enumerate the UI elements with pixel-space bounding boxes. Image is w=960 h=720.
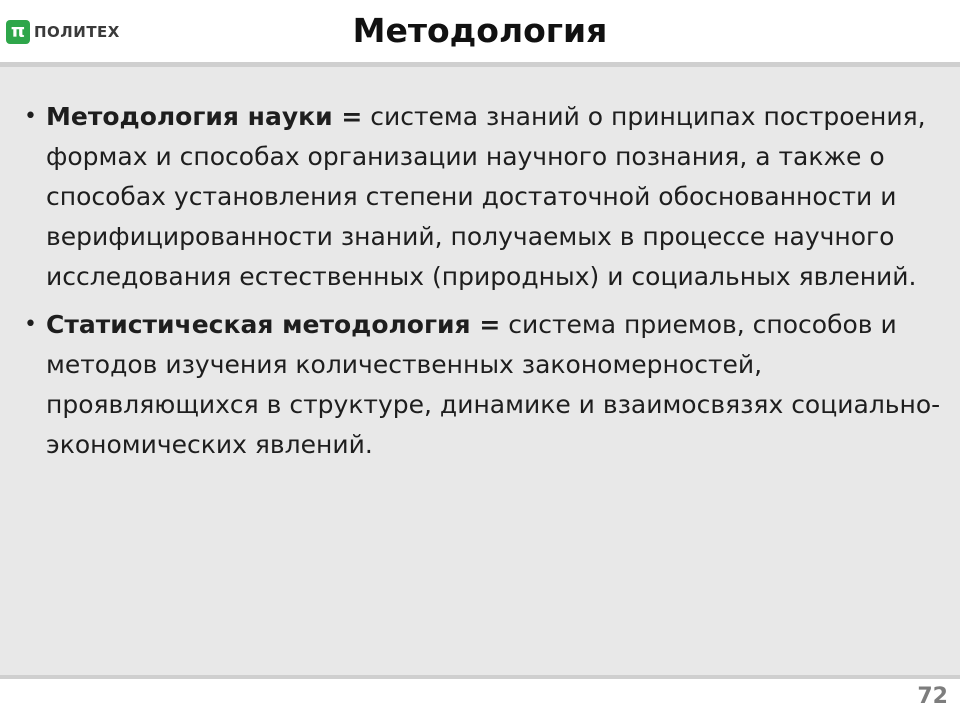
- slide-content: [0, 67, 960, 675]
- bullet-icon: •: [24, 104, 37, 129]
- slide-header: [0, 0, 960, 62]
- politech-logo-icon: π: [6, 20, 30, 44]
- bullet-list: [22, 97, 942, 473]
- slide-title: Методология: [352, 11, 608, 50]
- bullet-icon: •: [24, 312, 37, 337]
- bullet-item-statistical-methodology: [22, 305, 942, 465]
- bullet-term: Методология науки =: [46, 102, 363, 131]
- bullet-item-methodology-of-science: [22, 97, 942, 297]
- footer-divider: [0, 675, 960, 679]
- bullet-text: система приемов, способов и методов изучения количественных закономерностей, проявляющихся в структуре, динамике и взаимосвязях социально-экономических явлений.: [46, 310, 941, 459]
- bullet-text: система знаний о принципах построения, формах и способах организации научного познания, а также о способах установления степени достаточной обоснованности и верифицированности знаний, получаемых в процессе научного исследования естественных (природных) и социальных явлений.: [46, 102, 926, 291]
- bullet-term: Статистическая методология =: [46, 310, 501, 339]
- page-number: 72: [917, 684, 948, 709]
- logo-text: ПОЛИТЕХ: [34, 23, 120, 41]
